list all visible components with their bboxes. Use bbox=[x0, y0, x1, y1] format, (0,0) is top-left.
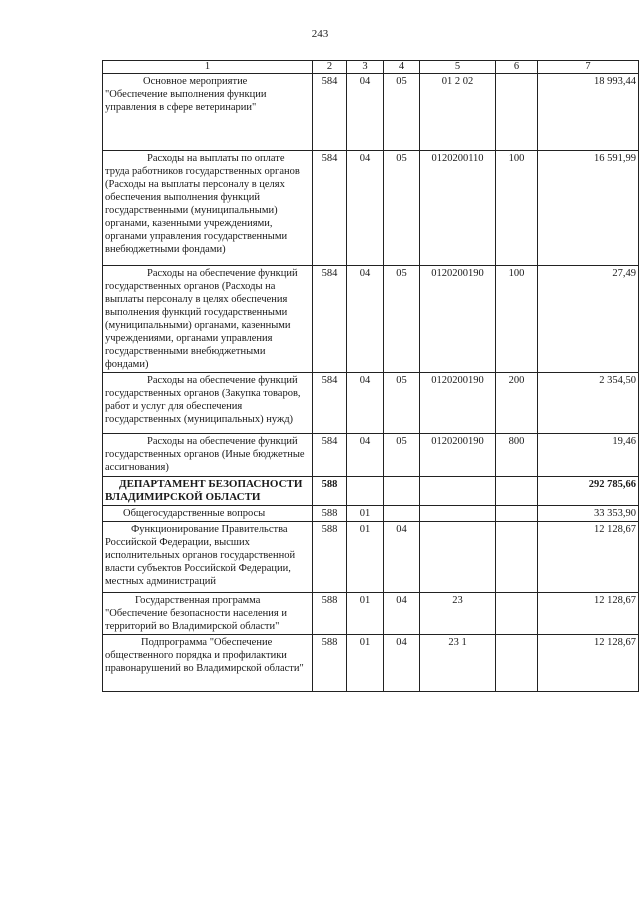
row-c3: 04 bbox=[347, 151, 384, 266]
row-c4: 04 bbox=[384, 635, 420, 692]
row-c6 bbox=[496, 74, 538, 151]
row-name: Расходы на обеспечение функций государственных органов (Иные бюджетные ассигнования) bbox=[103, 434, 313, 477]
row-c6 bbox=[496, 593, 538, 635]
row-c2: 584 bbox=[313, 373, 347, 434]
row-name: Государственная программа "Обеспечение безопасности населения и территорий во Владимирской области" bbox=[103, 593, 313, 635]
header-col-4: 4 bbox=[384, 61, 420, 74]
row-c6 bbox=[496, 522, 538, 593]
row-c2: 588 bbox=[313, 635, 347, 692]
row-c7: 2 354,50 bbox=[538, 373, 639, 434]
row-c2: 584 bbox=[313, 266, 347, 373]
table-header-row bbox=[103, 61, 639, 74]
row-c7: 12 128,67 bbox=[538, 593, 639, 635]
row-c3: 04 bbox=[347, 266, 384, 373]
row-c4: 05 bbox=[384, 266, 420, 373]
row-c2: 588 bbox=[313, 506, 347, 522]
row-c3: 04 bbox=[347, 373, 384, 434]
row-c5 bbox=[420, 506, 496, 522]
budget-table bbox=[102, 60, 639, 692]
row-c4 bbox=[384, 477, 420, 506]
row-name: Расходы на обеспечение функций государственных органов (Закупка товаров, работ и услуг для обеспечения государственных (муниципальных) нужд) bbox=[103, 373, 313, 434]
header-col-1: 1 bbox=[103, 61, 313, 74]
row-c4: 05 bbox=[384, 434, 420, 477]
row-name: Расходы на выплаты по оплате труда работников государственных органов (Расходы на выплаты персоналу в целях обеспечения выполнения функций государственными (муниципальными) органами, казенными учреждениями, органами управления государственными внебюджетными фондами) bbox=[103, 151, 313, 266]
table-row bbox=[103, 506, 639, 522]
row-c7: 12 128,67 bbox=[538, 522, 639, 593]
row-c2: 584 bbox=[313, 434, 347, 477]
row-name: Функционирование Правительства Российской Федерации, высших исполнительных органов государственной власти субъектов Российской Федерации, местных администраций bbox=[103, 522, 313, 593]
row-c6: 200 bbox=[496, 373, 538, 434]
row-c2: 588 bbox=[313, 593, 347, 635]
row-c7: 292 785,66 bbox=[538, 477, 639, 506]
row-name: ДЕПАРТАМЕНТ БЕЗОПАСНОСТИ ВЛАДИМИРСКОЙ ОБЛАСТИ bbox=[103, 477, 313, 506]
row-c6: 100 bbox=[496, 266, 538, 373]
row-c4: 05 bbox=[384, 373, 420, 434]
row-c5: 0120200110 bbox=[420, 151, 496, 266]
header-col-3: 3 bbox=[347, 61, 384, 74]
row-c7: 16 591,99 bbox=[538, 151, 639, 266]
row-name: Общегосударственные вопросы bbox=[103, 506, 313, 522]
row-c7: 18 993,44 bbox=[538, 74, 639, 151]
header-col-5: 5 bbox=[420, 61, 496, 74]
row-c6 bbox=[496, 635, 538, 692]
row-c5 bbox=[420, 522, 496, 593]
row-c4 bbox=[384, 506, 420, 522]
row-c3: 01 bbox=[347, 522, 384, 593]
row-name: Подпрограмма "Обеспечение общественного порядка и профилактики правонарушений во Владимирской области" bbox=[103, 635, 313, 692]
table-row-department bbox=[103, 477, 639, 506]
row-c6 bbox=[496, 506, 538, 522]
row-c6: 800 bbox=[496, 434, 538, 477]
row-c5 bbox=[420, 477, 496, 506]
row-c3: 01 bbox=[347, 593, 384, 635]
row-c3: 01 bbox=[347, 506, 384, 522]
row-c2: 584 bbox=[313, 151, 347, 266]
row-c7: 12 128,67 bbox=[538, 635, 639, 692]
row-c3: 04 bbox=[347, 434, 384, 477]
table-row bbox=[103, 434, 639, 477]
row-c7: 33 353,90 bbox=[538, 506, 639, 522]
row-c3: 01 bbox=[347, 635, 384, 692]
row-c7: 27,49 bbox=[538, 266, 639, 373]
row-c5: 01 2 02 bbox=[420, 74, 496, 151]
header-col-7: 7 bbox=[538, 61, 639, 74]
row-c6: 100 bbox=[496, 151, 538, 266]
row-c2: 584 bbox=[313, 74, 347, 151]
row-name: Расходы на обеспечение функций государственных органов (Расходы на выплаты персоналу в целях обеспечения выполнения функций государственными (муниципальными) органами, казенными учреждениями, органами управления государственными внебюджетными фондами) bbox=[103, 266, 313, 373]
row-c5: 23 1 bbox=[420, 635, 496, 692]
table-row bbox=[103, 635, 639, 692]
row-c5: 23 bbox=[420, 593, 496, 635]
row-name: Основное мероприятие "Обеспечение выполнения функции управления в сфере ветеринарии" bbox=[103, 74, 313, 151]
table-row bbox=[103, 74, 639, 151]
row-c2: 588 bbox=[313, 477, 347, 506]
page-number: 243 bbox=[311, 28, 329, 40]
table-row bbox=[103, 266, 639, 373]
table-row bbox=[103, 151, 639, 266]
table-row bbox=[103, 522, 639, 593]
table-row bbox=[103, 593, 639, 635]
row-c4: 04 bbox=[384, 593, 420, 635]
row-c3: 04 bbox=[347, 74, 384, 151]
row-c2: 588 bbox=[313, 522, 347, 593]
row-c4: 05 bbox=[384, 74, 420, 151]
row-c5: 0120200190 bbox=[420, 373, 496, 434]
table-row bbox=[103, 373, 639, 434]
header-col-6: 6 bbox=[496, 61, 538, 74]
row-c6 bbox=[496, 477, 538, 506]
row-c4: 04 bbox=[384, 522, 420, 593]
row-c7: 19,46 bbox=[538, 434, 639, 477]
row-c5: 0120200190 bbox=[420, 266, 496, 373]
header-col-2: 2 bbox=[313, 61, 347, 74]
row-c5: 0120200190 bbox=[420, 434, 496, 477]
row-c4: 05 bbox=[384, 151, 420, 266]
row-c3 bbox=[347, 477, 384, 506]
